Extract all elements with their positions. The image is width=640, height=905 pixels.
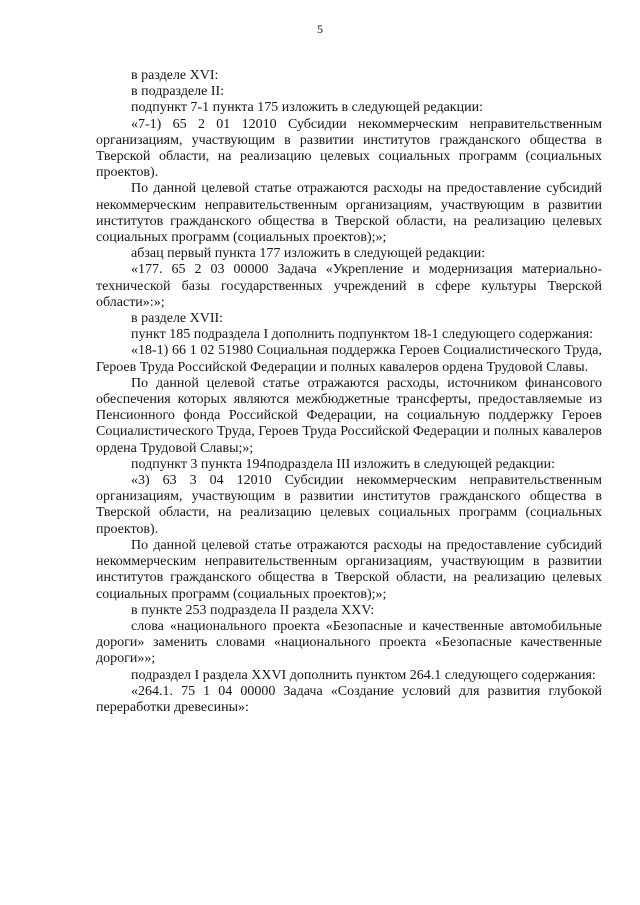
- paragraph: «18-1) 66 1 02 51980 Социальная поддержка Героев Социалистического Труда, Героев Труда Российской Федерации и полных кавалеров ордена Трудовой Славы.: [96, 343, 602, 375]
- paragraph: в разделе XVII:: [131, 311, 224, 327]
- paragraph: «264.1. 75 1 04 00000 Задача «Создание условий для развития глубокой переработки древесины»:: [96, 683, 602, 715]
- paragraph: По данной целевой статье отражаются расходы на предоставление субсидий некоммерческим неправительственным организациям, участвующим в развитии институтов гражданского общества в Тверской области, на реализацию целевых социальных программ (социальных проектов);»;: [96, 537, 602, 602]
- paragraph: подпункт 7-1 пункта 175 изложить в следующей редакции:: [131, 100, 483, 116]
- paragraph: абзац первый пункта 177 изложить в следующей редакции:: [131, 246, 486, 262]
- paragraph: подраздел I раздела XXVI дополнить пунктом 264.1 следующего содержания:: [131, 667, 596, 683]
- paragraph: «3) 63 3 04 12010 Субсидии некоммерческим неправительственным организациям, участвующим в развитии институтов гражданского общества в Тверской области, на реализацию целевых социальных программ (социальных проектов).: [96, 473, 602, 537]
- paragraph: По данной целевой статье отражаются расходы, источником финансового обеспечения которых являются межбюджетные трансферты, предоставляемые из Пенсионного фонда Российской Федерации, на социальную поддержку Героев Социалистического Труда, Героев Труда Российской Федерации и полных кавалеров ордена Трудовой Славы;»;: [96, 375, 602, 456]
- paragraph: в разделе XVI:: [131, 68, 219, 83]
- paragraph: По данной целевой статье отражаются расходы на предоставление субсидий некоммерческим неправительственным организациям, участвующим в развитии институтов гражданского общества в Тверской области, на реализацию целевых социальных программ (социальных проектов);»;: [96, 181, 602, 246]
- paragraph: в подразделе II:: [131, 84, 225, 100]
- paragraph: слова «национального проекта «Безопасные и качественные автомобильные дороги» заменить словами «национального проекта «Безопасные качественные дороги»»;: [96, 618, 602, 667]
- paragraph: «7-1) 65 2 01 12010 Субсидии некоммерческим неправительственным организациям, участвующим в развитии институтов гражданского общества в Тверской области, на реализацию целевых социальных программ (социальных проектов).: [96, 116, 602, 181]
- paragraph: подпункт 3 пункта 194подраздела III изложить в следующей редакции:: [131, 456, 556, 472]
- document-body: [96, 68, 602, 716]
- paragraph: пункт 185 подраздела I дополнить подпунктом 18-1 следующего содержания:: [131, 327, 594, 343]
- page-number: 5: [317, 22, 323, 36]
- paragraph: в пункте 253 подраздела II раздела XXV:: [131, 602, 375, 618]
- paragraph: «177. 65 2 03 00000 Задача «Укрепление и модернизация материально-технической базы государственных учреждений в сфере культуры Тверской области»:»;: [96, 262, 602, 310]
